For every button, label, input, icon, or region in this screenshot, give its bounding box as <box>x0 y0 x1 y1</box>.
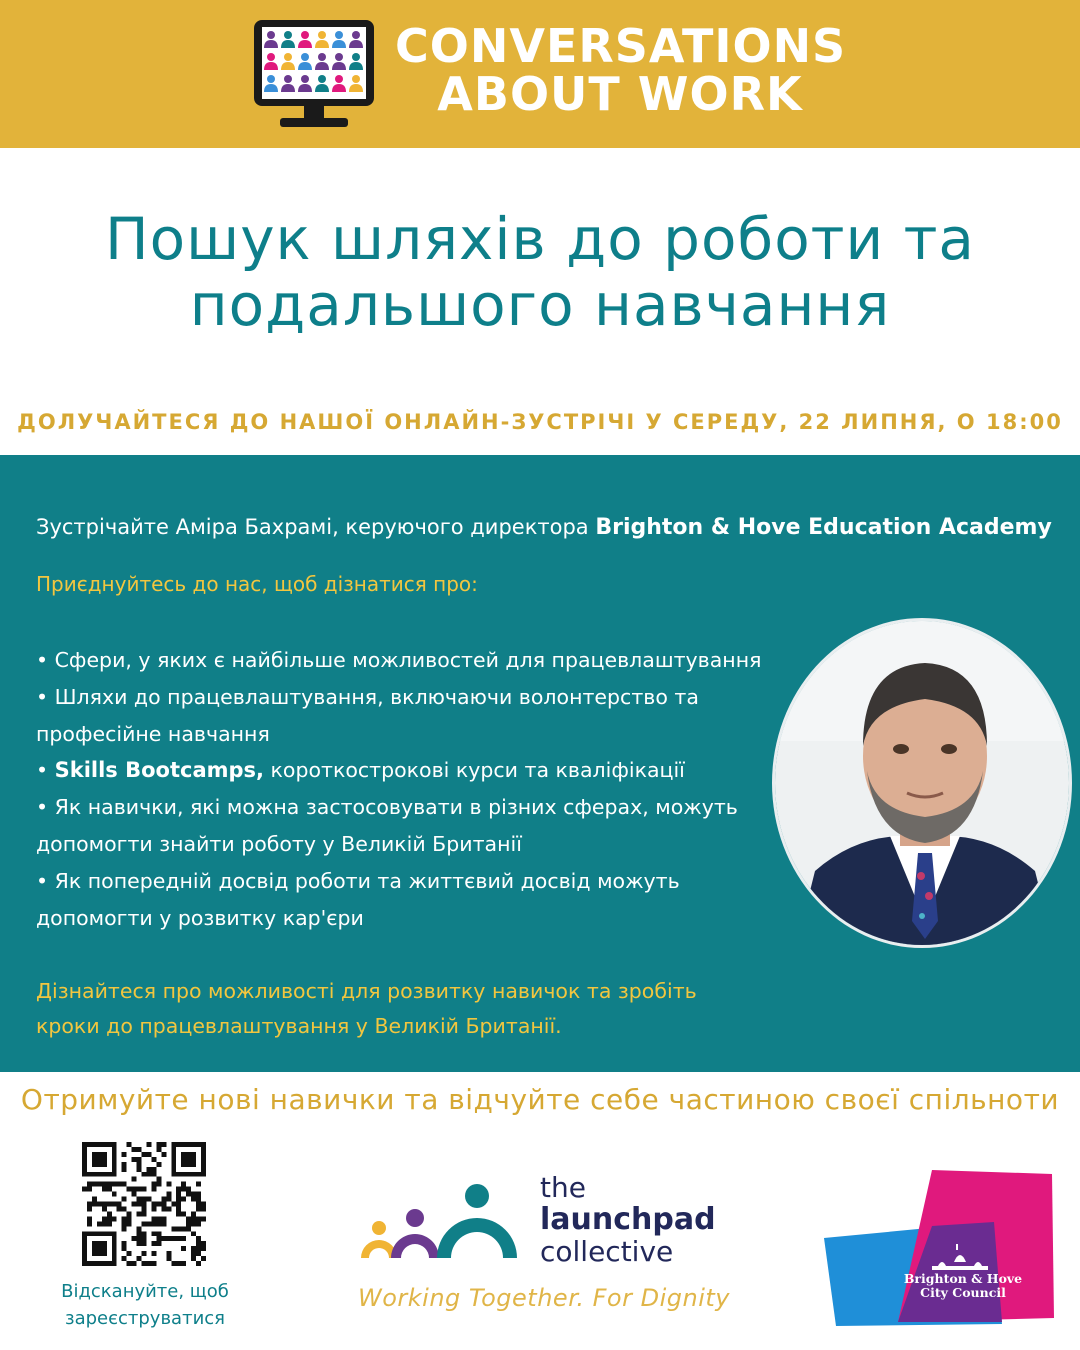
header-title-line2: ABOUT WORK <box>437 67 803 121</box>
list-item: • Як навички, які можна застосовувати в різних сферах, можуть <box>36 795 738 820</box>
skills-bootcamps-label: Skills Bootcamps, <box>54 758 265 783</box>
join-heading: Приєднуйтесь до нас, щоб дізнатися про: <box>36 572 478 596</box>
page-title-line1: Пошук шляхів до роботи та <box>105 205 975 273</box>
council-name <box>900 1272 1026 1300</box>
closing-text <box>36 974 756 1044</box>
list-item: • Як попередній досвід роботи та життєвий досвід можуть <box>36 868 680 893</box>
tagline: Отримуйте нові навички та відчуйте себе частиною своєї спільноти <box>20 1083 1060 1116</box>
topics-list <box>36 642 766 936</box>
qr-caption-line1: Відскануйте, щоб <box>61 1281 229 1302</box>
council-line2: City Council <box>920 1285 1006 1300</box>
launchpad-the: the <box>540 1171 586 1204</box>
list-item: • Skills Bootcamps, короткострокові курси та кваліфікації <box>36 758 685 783</box>
header-title <box>395 19 847 121</box>
closing-line2: кроки до працевлаштування у Великій Британії. <box>36 1014 562 1038</box>
qr-caption-line2: зареєструватися <box>65 1308 225 1329</box>
launchpad-logo-icon <box>355 1178 535 1268</box>
launchpad-name: launchpad <box>540 1202 716 1237</box>
list-item: допомогти у розвитку кар'єри <box>36 905 364 930</box>
list-item-text: короткострокові курси та кваліфікації <box>264 758 685 783</box>
page-title <box>40 206 1040 338</box>
launchpad-collective: collective <box>540 1235 674 1268</box>
header-title-line1: CONVERSATIONS <box>395 19 847 73</box>
qr-code[interactable] <box>82 1142 206 1266</box>
qr-caption <box>40 1278 250 1332</box>
launchpad-slogan: Working Together. For Dignity <box>358 1284 730 1312</box>
speaker-photo <box>772 618 1072 948</box>
event-announcement: ДОЛУЧАЙТЕСЯ ДО НАШОЇ ОНЛАЙН-ЗУСТРІЧІ У СЕРЕДУ, 22 ЛИПНЯ, О 18:00 <box>17 410 1063 434</box>
list-item: • Шляхи до працевлаштування, включаючи волонтерство та <box>36 684 699 709</box>
list-item: допомогти знайти роботу у Великій Британії <box>36 831 522 856</box>
speaker-intro-text: Зустрічайте Аміра Бахрамі, керуючого директора <box>36 515 596 539</box>
council-logo <box>822 1166 1056 1326</box>
launchpad-wordmark <box>540 1172 716 1268</box>
closing-line1: Дізнайтеся про можливості для розвитку навичок та зробіть <box>36 979 697 1003</box>
council-line1: Brighton & Hove <box>903 1271 1023 1286</box>
speaker-intro <box>36 512 1052 543</box>
monitor-people-icon <box>250 18 378 130</box>
list-item: • Сфери, у яких є найбільше можливостей для працевлаштування <box>36 648 762 672</box>
speaker-org: Brighton & Hove Education Academy <box>595 515 1052 540</box>
list-item: професійне навчання <box>36 721 270 746</box>
page-title-line2: подальшого навчання <box>189 271 891 339</box>
